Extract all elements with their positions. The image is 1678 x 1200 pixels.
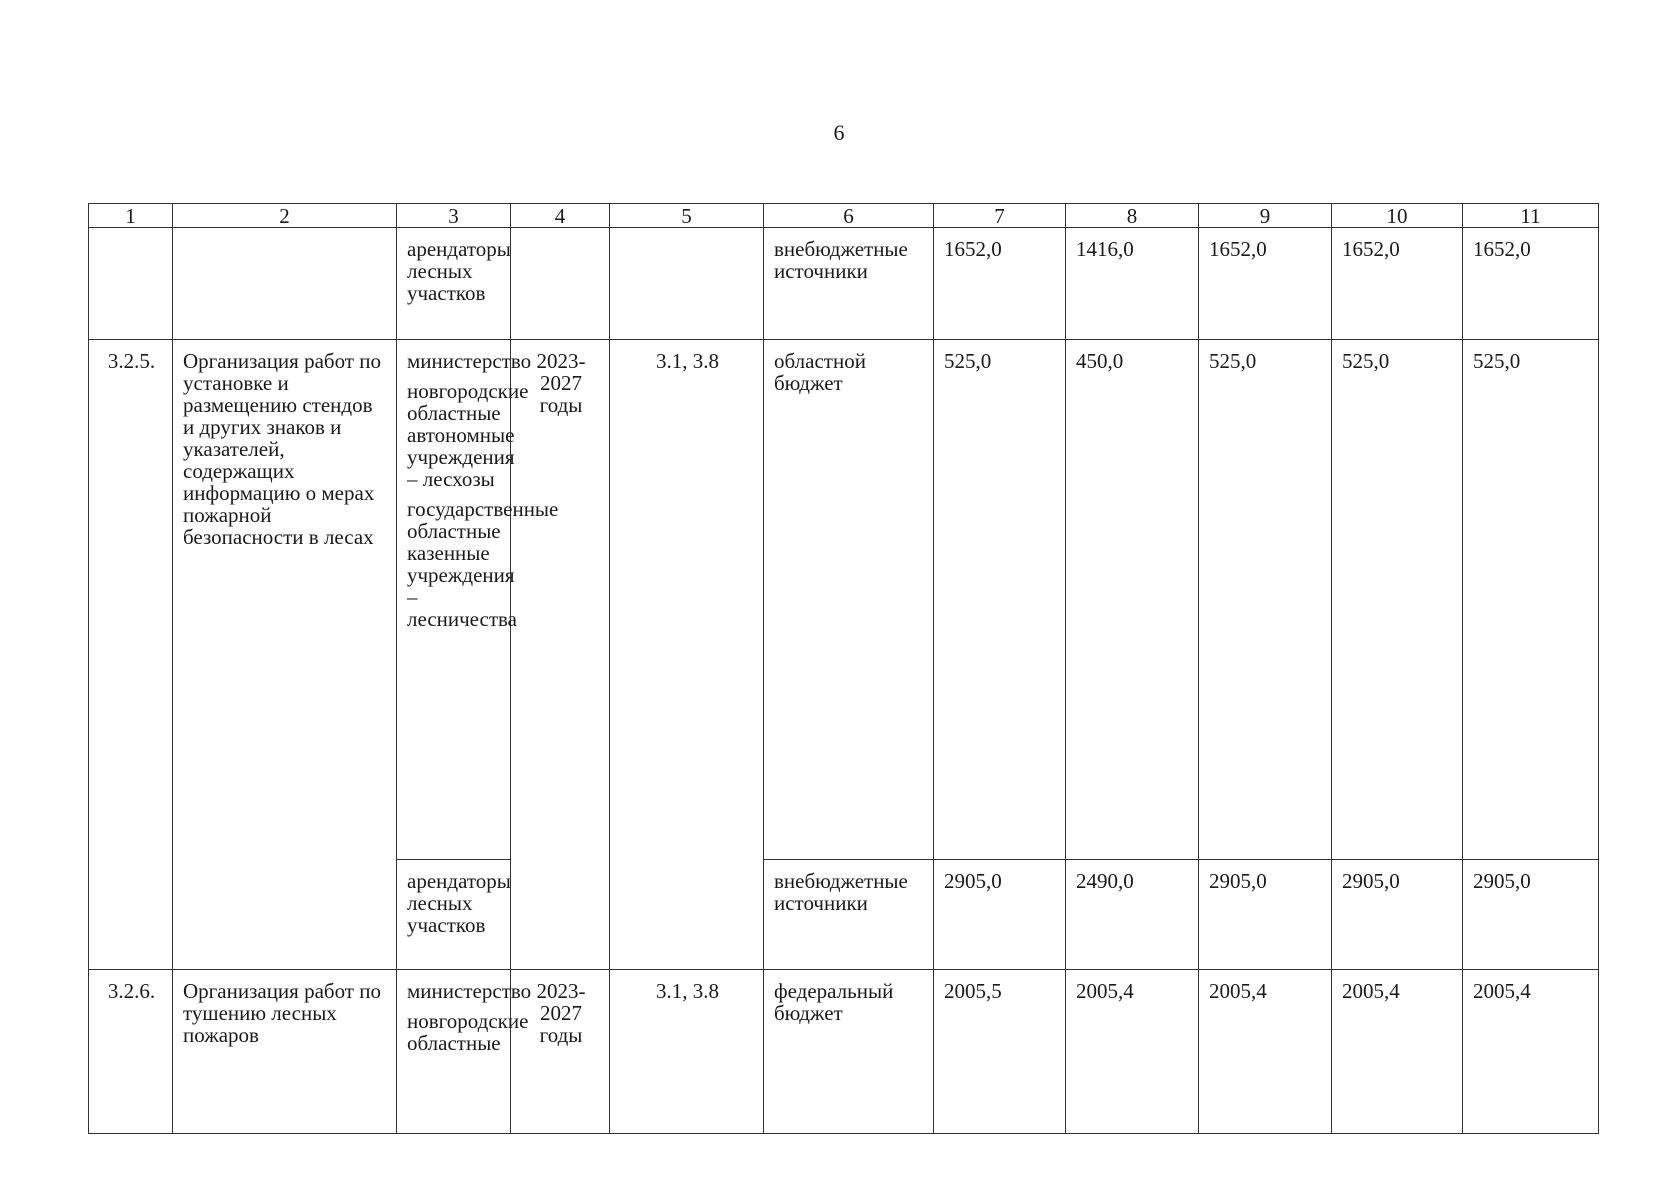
- executor-cell: арендаторы лесных участков: [397, 228, 511, 340]
- executor-cell: [397, 340, 559, 860]
- value-cell: 2005,4: [1332, 970, 1463, 1134]
- period-cell: [511, 228, 610, 340]
- measure-name-cell: Организация работ по тушению лесных пожаров: [173, 970, 397, 1134]
- target-cell: [610, 228, 764, 340]
- value-cell: 1652,0: [1463, 228, 1599, 340]
- value-cell: 1652,0: [1199, 228, 1332, 340]
- col-header-2: 2: [173, 204, 397, 228]
- measure-name-cell: [173, 228, 397, 340]
- col-header-10: 10: [1332, 204, 1463, 228]
- executor-cell: [397, 970, 532, 1134]
- value-cell: 2005,5: [934, 970, 1066, 1134]
- col-header-9: 9: [1199, 204, 1332, 228]
- executor-cell: арендаторы лесных участков: [397, 860, 511, 970]
- value-cell: 2005,4: [1199, 970, 1332, 1134]
- col-header-8: 8: [1066, 204, 1199, 228]
- value-cell: 525,0: [1199, 340, 1332, 860]
- funding-source-cell: областной бюджет: [764, 340, 934, 860]
- value-cell: 450,0: [1066, 340, 1199, 860]
- col-header-5: 5: [610, 204, 764, 228]
- col-header-7: 7: [934, 204, 1066, 228]
- row-number-cell: [89, 228, 173, 340]
- col-header-6: 6: [764, 204, 934, 228]
- period-cell: 2023-2027 годы: [511, 970, 610, 1134]
- executor-lesnichestva: государственные областные казенные учреждения – лесничества: [407, 497, 559, 631]
- value-cell: 1652,0: [934, 228, 1066, 340]
- value-cell: 525,0: [1332, 340, 1463, 860]
- col-header-1: 1: [89, 204, 173, 228]
- funding-source-cell: внебюджетные источники: [764, 860, 934, 970]
- row-number-cell: 3.2.6.: [89, 970, 173, 1134]
- funding-source-cell: внебюджетные источники: [764, 228, 934, 340]
- program-table: [88, 203, 1599, 1134]
- target-cell: 3.1, 3.8: [610, 340, 764, 970]
- col-header-4: 4: [511, 204, 610, 228]
- executor-leskhozy: новгородские областные автономные учреждения – лесхозы: [407, 379, 529, 491]
- value-cell: 525,0: [1463, 340, 1599, 860]
- target-cell: 3.1, 3.8: [610, 970, 764, 1134]
- value-cell: 1416,0: [1066, 228, 1199, 340]
- value-cell: 2005,4: [1066, 970, 1199, 1134]
- row-number-cell: 3.2.5.: [89, 340, 173, 970]
- value-cell: 2905,0: [934, 860, 1066, 970]
- funding-source-cell: федеральный бюджет: [764, 970, 934, 1134]
- value-cell: 2905,0: [1199, 860, 1332, 970]
- value-cell: 1652,0: [1332, 228, 1463, 340]
- table-row: [89, 340, 1599, 860]
- value-cell: 2490,0: [1066, 860, 1199, 970]
- value-cell: 2905,0: [1463, 860, 1599, 970]
- column-number-row: [89, 204, 1599, 228]
- value-cell: 2005,4: [1463, 970, 1599, 1134]
- page-number: 6: [833, 120, 845, 145]
- executor-ministry: министерство: [407, 979, 532, 1003]
- value-cell: 525,0: [934, 340, 1066, 860]
- period-cell: 2023-2027 годы: [511, 340, 610, 970]
- col-header-3: 3: [397, 204, 511, 228]
- col-header-11: 11: [1463, 204, 1599, 228]
- table-row: [89, 228, 1599, 340]
- executor-ministry: министерство: [407, 349, 532, 373]
- executor-regional: новгородские областные: [407, 1009, 529, 1055]
- value-cell: 2905,0: [1332, 860, 1463, 970]
- measure-name-cell: Организация работ по установке и размещению стендов и других знаков и указателей, содержащих информацию о мерах пожарной безопасности в лесах: [173, 340, 397, 970]
- table-row: [89, 970, 1599, 1134]
